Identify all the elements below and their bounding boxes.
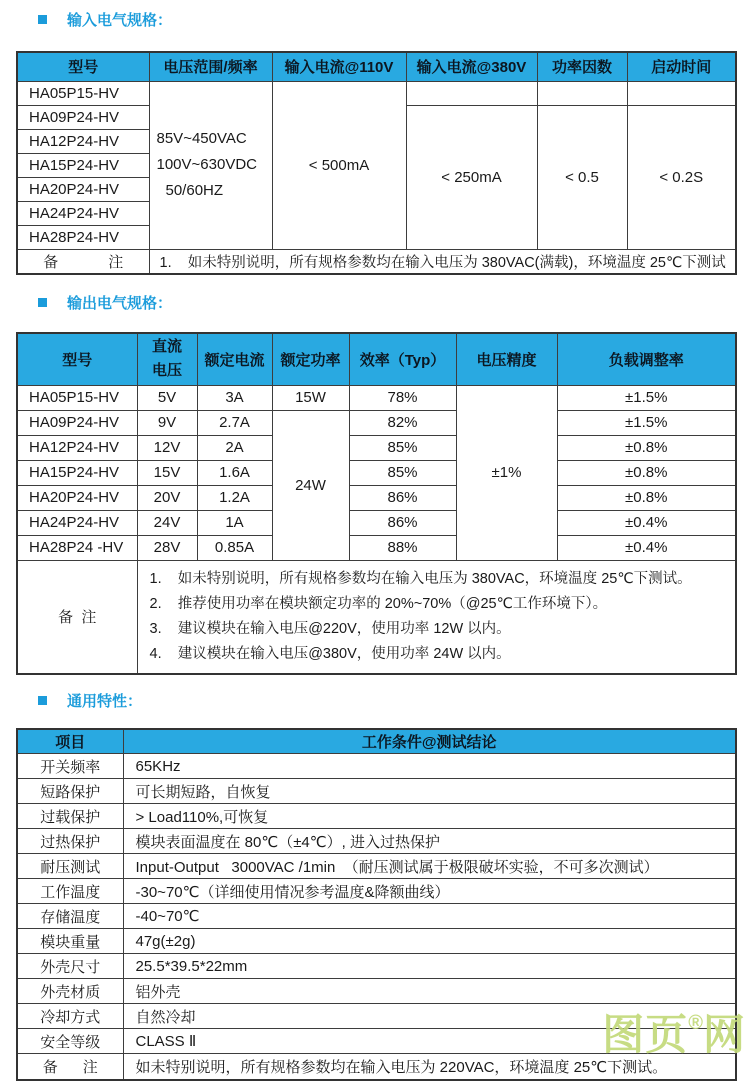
model-cell: HA05P15-HV [17, 81, 149, 105]
col-header-rated-current: 额定电流 [197, 333, 272, 385]
section-title-output-specs [38, 292, 750, 313]
model-cell: HA09P24-HV [17, 410, 137, 435]
col-header-model: 型号 [17, 333, 137, 385]
table-header-row [17, 333, 736, 385]
dc-voltage-cell: 20V [137, 485, 197, 510]
rated-current-cell: 3A [197, 385, 272, 410]
table-header-row [17, 52, 736, 81]
empty-cell [537, 81, 627, 105]
dc-voltage-cell: 28V [137, 535, 197, 560]
item-label: 开关频率 [17, 754, 123, 779]
startup-time-cell: < 0.2S [627, 105, 736, 249]
output-specs-table [16, 332, 737, 675]
item-value: 模块表面温度在 80℃（±4℃）, 进入过热保护 [123, 829, 736, 854]
note-label: 备 注 [17, 1054, 123, 1080]
efficiency-cell: 85% [349, 435, 456, 460]
col-header-efficiency: 效率（Typ） [349, 333, 456, 385]
rated-current-cell: 1A [197, 510, 272, 535]
table-row [17, 754, 736, 779]
empty-cell [406, 81, 537, 105]
item-value: > Load110%,可恢复 [123, 804, 736, 829]
load-regulation-cell: ±0.4% [557, 510, 736, 535]
watermark-logo [602, 1013, 746, 1056]
efficiency-cell: 86% [349, 510, 456, 535]
table-row [17, 904, 736, 929]
model-cell: HA20P24-HV [17, 485, 137, 510]
efficiency-cell: 88% [349, 535, 456, 560]
item-label: 短路保护 [17, 779, 123, 804]
section-title-text: 输出电气规格： [67, 295, 173, 312]
item-label: 冷却方式 [17, 1004, 123, 1029]
notes-cell [137, 560, 736, 674]
col-header-current-110v: 输入电流@110V [272, 52, 406, 81]
item-label: 模块重量 [17, 929, 123, 954]
watermark-text: 网 [702, 1011, 746, 1058]
load-regulation-cell: ±0.8% [557, 460, 736, 485]
col-header-voltage-accuracy: 电压精度 [456, 333, 557, 385]
table-row [17, 510, 736, 535]
voltage-range-cell [149, 81, 272, 249]
dc-voltage-cell: 5V [137, 385, 197, 410]
note-line: 2. 推荐使用功率在模块额定功率的 20%~70%（@25℃工作环境下）。 [149, 595, 608, 612]
section-title-text: 输入电气规格： [67, 12, 173, 29]
item-label: 存储温度 [17, 904, 123, 929]
rated-current-cell: 2A [197, 435, 272, 460]
current-110v-cell: < 500mA [272, 81, 406, 249]
col-header-load-regulation: 负载调整率 [557, 333, 736, 385]
note-line: 1. 如未特别说明，所有规格参数均在输入电压为 380VAC，环境温度 25℃下测试。 [149, 570, 692, 587]
rated-current-cell: 1.6A [197, 460, 272, 485]
item-label: 工作温度 [17, 879, 123, 904]
load-regulation-cell: ±0.8% [557, 485, 736, 510]
registered-trademark-icon: ® [688, 1012, 703, 1034]
item-label: 过载保护 [17, 804, 123, 829]
load-regulation-cell: ±1.5% [557, 410, 736, 435]
item-value: Input-Output 3000VAC /1min （耐压测试属于极限破坏实验，不可多次测试） [123, 854, 736, 879]
model-cell: HA28P24 -HV [17, 535, 137, 560]
model-cell: HA09P24-HV [17, 105, 149, 129]
model-cell: HA28P24-HV [17, 225, 149, 249]
item-value: CLASS Ⅱ [123, 1029, 736, 1054]
table-row [17, 485, 736, 510]
item-value: 65KHz [123, 754, 736, 779]
rated-current-cell: 0.85A [197, 535, 272, 560]
item-label: 过热保护 [17, 829, 123, 854]
note-label: 备 注 [17, 249, 149, 274]
table-row [17, 460, 736, 485]
table-row [17, 829, 736, 854]
table-row [17, 385, 736, 410]
dc-voltage-cell: 24V [137, 510, 197, 535]
efficiency-cell: 85% [349, 460, 456, 485]
section-title-general [38, 690, 750, 711]
current-380v-cell: < 250mA [406, 105, 537, 249]
model-cell: HA20P24-HV [17, 177, 149, 201]
square-bullet-icon [38, 298, 47, 307]
square-bullet-icon [38, 15, 47, 24]
table-row [17, 929, 736, 954]
item-label: 外壳尺寸 [17, 954, 123, 979]
item-label: 耐压测试 [17, 854, 123, 879]
power-factor-cell: < 0.5 [537, 105, 627, 249]
table-row [17, 854, 736, 879]
rated-current-cell: 2.7A [197, 410, 272, 435]
col-header-dc-voltage [137, 333, 197, 385]
load-regulation-cell: ±0.8% [557, 435, 736, 460]
note-row [17, 249, 736, 274]
load-regulation-cell: ±1.5% [557, 385, 736, 410]
efficiency-cell: 86% [349, 485, 456, 510]
table-row [17, 804, 736, 829]
col-header-test-condition: 工作条件@测试结论 [123, 729, 736, 754]
note-text: 如未特别说明，所有规格参数均在输入电压为 220VAC，环境温度 25℃下测试。 [123, 1054, 736, 1080]
square-bullet-icon [38, 696, 47, 705]
rated-power-cell: 24W [272, 410, 349, 560]
model-cell: HA15P24-HV [17, 460, 137, 485]
note-line: 4. 建议模块在输入电压@380V，使用功率 24W 以内。 [149, 645, 511, 662]
model-cell: HA24P24-HV [17, 201, 149, 225]
item-value: 25.5*39.5*22mm [123, 954, 736, 979]
efficiency-cell: 82% [349, 410, 456, 435]
table-row [17, 410, 736, 435]
table-row [17, 779, 736, 804]
item-label: 外壳材质 [17, 979, 123, 1004]
model-cell: HA12P24-HV [17, 435, 137, 460]
item-value: -40~70℃ [123, 904, 736, 929]
col-header-model: 型号 [17, 52, 149, 81]
item-value: 47g(±2g) [123, 929, 736, 954]
item-value: 铝外壳 [123, 979, 736, 1004]
rated-power-cell: 15W [272, 385, 349, 410]
col-header-current-380v: 输入电流@380V [406, 52, 537, 81]
model-cell: HA24P24-HV [17, 510, 137, 535]
col-header-startup-time: 启动时间 [627, 52, 736, 81]
section-title-input-specs [38, 0, 750, 30]
dc-voltage-cell: 12V [137, 435, 197, 460]
model-cell: HA15P24-HV [17, 153, 149, 177]
table-row [17, 979, 736, 1004]
col-header-voltage-range: 电压范围/频率 [149, 52, 272, 81]
dc-voltage-cell: 15V [137, 460, 197, 485]
model-cell: HA05P15-HV [17, 385, 137, 410]
voltage-line: 50/60HZ [165, 182, 224, 199]
dc-voltage-cell: 9V [137, 410, 197, 435]
table-row [17, 81, 736, 105]
note-label: 备 注 [17, 560, 137, 674]
section-title-text: 通用特性： [67, 692, 143, 710]
voltage-line: 100V~630VDC [156, 156, 257, 173]
col-header-power-factor: 功率因数 [537, 52, 627, 81]
header-line: 电压 [151, 362, 182, 380]
col-header-item: 项目 [17, 729, 123, 754]
table-header-row [17, 729, 736, 754]
table-row [17, 954, 736, 979]
item-value: -30~70℃（详细使用情况参考温度&降额曲线） [123, 879, 736, 904]
item-value: 可长期短路，自恢复 [123, 779, 736, 804]
note-line: 3. 建议模块在输入电压@220V，使用功率 12W 以内。 [149, 620, 511, 637]
model-cell: HA12P24-HV [17, 129, 149, 153]
efficiency-cell: 78% [349, 385, 456, 410]
note-text: 1. 如未特别说明，所有规格参数均在输入电压为 380VAC(满载)，环境温度 25℃下测试 [149, 249, 736, 274]
input-specs-table [16, 51, 737, 275]
note-row [17, 560, 736, 674]
item-label: 安全等级 [17, 1029, 123, 1054]
table-row [17, 435, 736, 460]
watermark-text: 图页 [602, 1011, 689, 1058]
col-header-rated-power: 额定功率 [272, 333, 349, 385]
table-row [17, 879, 736, 904]
voltage-line: 85V~450VAC [156, 130, 247, 147]
item-value: 自然冷却 [123, 1004, 736, 1029]
load-regulation-cell: ±0.4% [557, 535, 736, 560]
header-line: 直流 [151, 338, 182, 356]
voltage-accuracy-cell: ±1% [456, 385, 557, 560]
table-row [17, 535, 736, 560]
rated-current-cell: 1.2A [197, 485, 272, 510]
empty-cell [627, 81, 736, 105]
